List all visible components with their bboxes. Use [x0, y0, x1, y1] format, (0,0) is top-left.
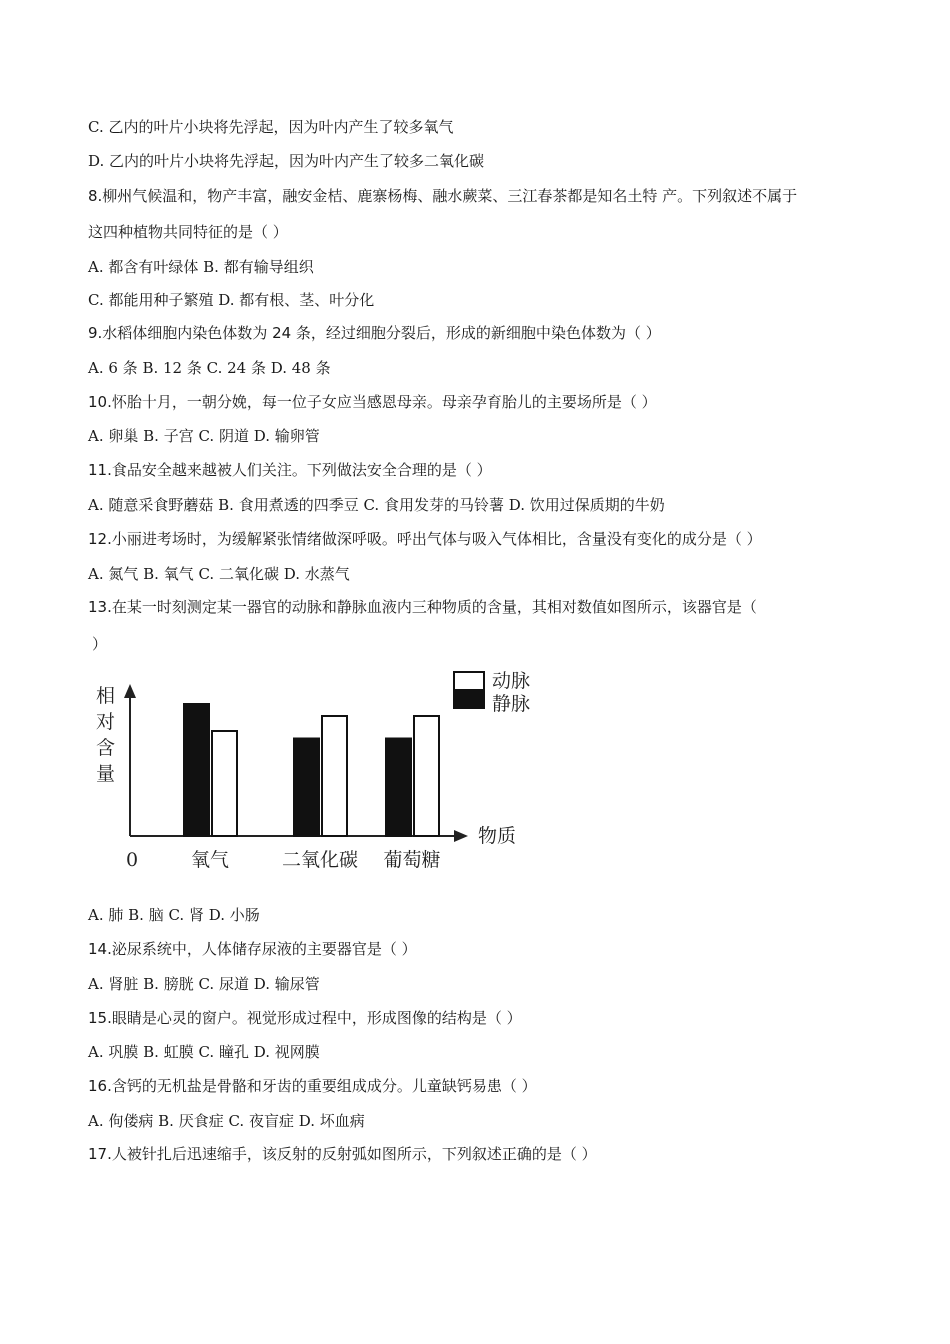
- legend-swatch-vein: [454, 690, 484, 708]
- legend: [454, 670, 530, 715]
- question-17: 17.人被针扎后迅速缩手，该反射的反射弧如图所示，下列叙述正确的是（ ）: [88, 1145, 597, 1163]
- legend-vein-label: 静脉: [492, 693, 531, 715]
- question-15: 15.眼睛是心灵的窗户。视觉形成过程中，形成图像的结构是（ ）: [88, 1009, 522, 1027]
- question-16: 16.含钙的无机盐是骨骼和牙齿的重要组成成分。儿童缺钙易患（ ）: [88, 1077, 537, 1095]
- bar-artery-3: [414, 716, 439, 836]
- bar-vein-2: [294, 739, 319, 837]
- x-axis-arrow: [454, 830, 468, 842]
- question-12-options: A. 氮气 B. 氧气 C. 二氧化碳 D. 水蒸气: [88, 565, 350, 583]
- category-label-2: 二氧化碳: [281, 849, 359, 871]
- question-8-options-ab: A. 都含有叶绿体 B. 都有输导组织: [88, 258, 314, 276]
- legend-artery-label: 动脉: [492, 670, 531, 692]
- y-axis-label: [96, 685, 115, 785]
- ylabel-char-2: 对: [96, 711, 116, 733]
- bar-artery-1: [212, 731, 237, 836]
- ylabel-char-1: 相: [96, 685, 116, 707]
- legend-swatch-artery: [454, 672, 484, 690]
- question-12: 12.小丽进考场时，为缓解紧张情绪做深呼吸。呼出气体与吸入气体相比，含量没有变化的成分是（ ）: [88, 530, 762, 548]
- question-8-options-cd: C. 都能用种子繁殖 D. 都有根、茎、叶分化: [88, 291, 375, 309]
- y-axis-arrow: [124, 684, 136, 698]
- question-14-options: A. 肾脏 B. 膀胱 C. 尿道 D. 输尿管: [88, 975, 320, 993]
- question-15-options: A. 巩膜 B. 虹膜 C. 瞳孔 D. 视网膜: [88, 1043, 320, 1061]
- question-10: 10.怀胎十月，一朝分娩，每一位子女应当感恩母亲。母亲孕育胎儿的主要场所是（ ）: [88, 393, 657, 411]
- question-14: 14.泌尿系统中，人体储存尿液的主要器官是（ ）: [88, 940, 417, 958]
- ylabel-char-3: 含: [96, 737, 116, 759]
- question-13-options: A. 肺 B. 脑 C. 肾 D. 小肠: [88, 906, 260, 924]
- ylabel-char-4: 量: [96, 763, 116, 785]
- question-8-line2: 这四种植物共同特征的是（ ）: [88, 223, 288, 241]
- question-13-line1: 13.在某一时刻测定某一器官的动脉和静脉血液内三种物质的含量，其相对数值如图所示，该器官是（: [88, 598, 757, 616]
- bar-vein-3: [386, 739, 411, 837]
- question-11: 11.食品安全越来越被人们关注。下列做法安全合理的是（ ）: [88, 461, 492, 479]
- question-9-options: A. 6 条 B. 12 条 C. 24 条 D. 48 条: [88, 359, 331, 377]
- category-label-1: 氧气: [190, 849, 230, 871]
- option-c-q7: C. 乙内的叶片小块将先浮起，因为叶内产生了较多氧气: [88, 118, 454, 136]
- bar-artery-2: [322, 716, 347, 836]
- question-10-options: A. 卵巢 B. 子宫 C. 阴道 D. 输卵管: [88, 427, 320, 445]
- question-9: 9.水稻体细胞内染色体数为 24 条，经过细胞分裂后，形成的新细胞中染色体数为（ ）: [88, 324, 661, 342]
- x-axis-label: 物质: [478, 825, 517, 847]
- bar-vein-1: [184, 704, 209, 836]
- option-d-q7: D. 乙内的叶片小块将先浮起，因为叶内产生了较多二氧化碳: [88, 152, 485, 170]
- question-13-line2: ）: [92, 635, 108, 653]
- category-label-3: 葡萄糖: [383, 849, 441, 871]
- question-16-options: A. 佝偻病 B. 厌食症 C. 夜盲症 D. 坏血病: [88, 1112, 365, 1130]
- origin-label: 0: [126, 849, 139, 871]
- blood-content-bar-chart: [94, 666, 544, 876]
- question-11-options: A. 随意采食野蘑菇 B. 食用煮透的四季豆 C. 食用发芽的马铃薯 D. 饮用过保质期的牛奶: [88, 496, 665, 514]
- question-8-line1: 8.柳州气候温和，物产丰富，融安金桔、鹿寨杨梅、融水蕨菜、三江春茶都是知名土特 产。下列叙述不属于: [88, 187, 798, 205]
